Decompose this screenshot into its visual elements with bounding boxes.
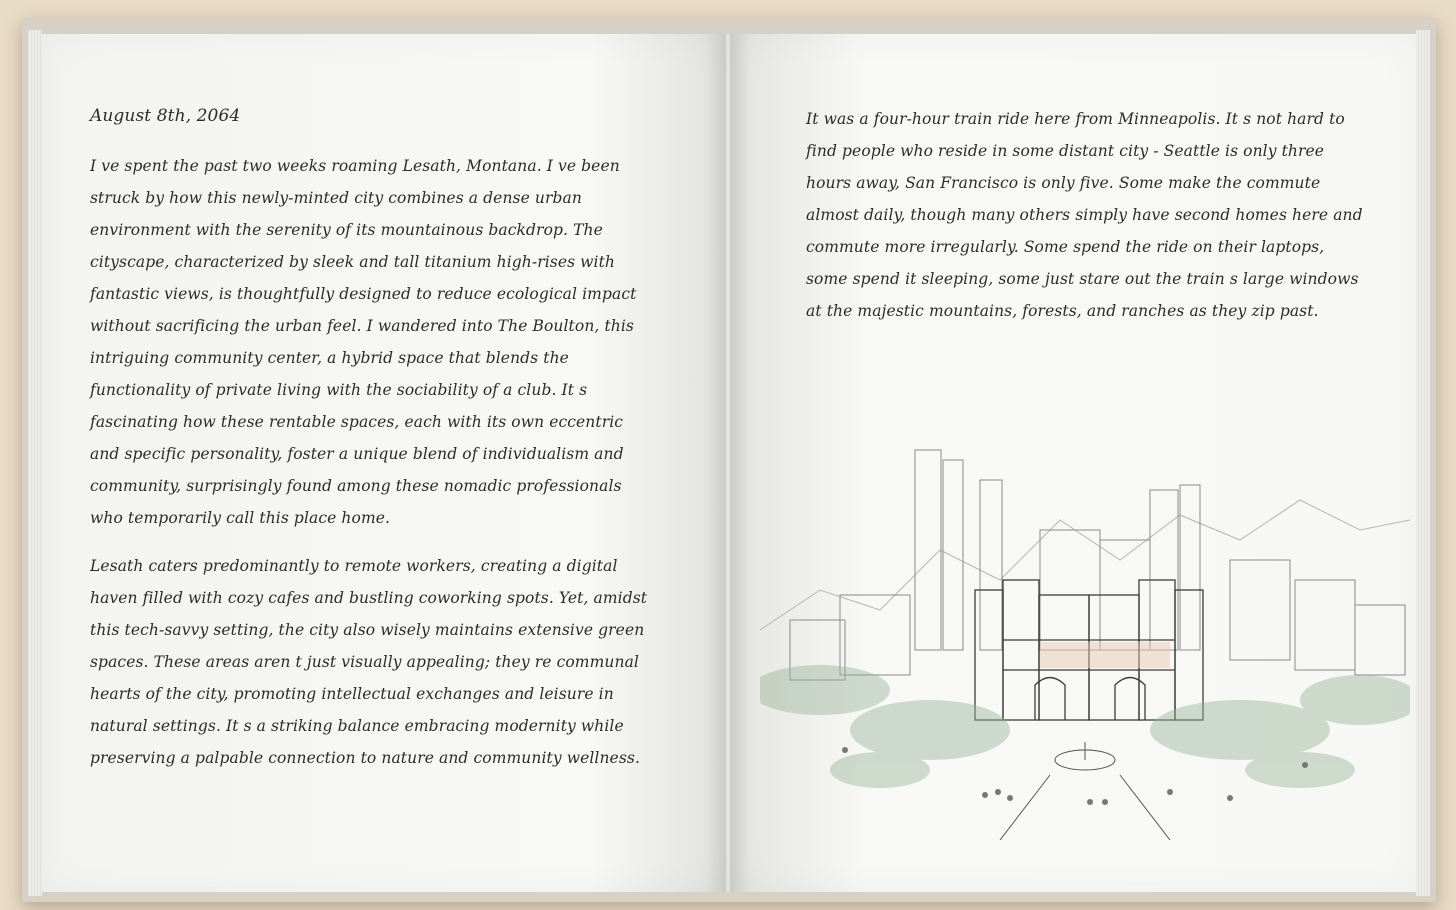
right-paragraph-1: It was a four-hour train ride here from Minneapolis. It s not hard to find people who reside in some distant city - Seattle is only three hours away, San Francisco is only five. Some make the commute almost daily, though many others simply have second homes here and commute more irregularly. Some spend the ride on their laptops, some spend it sleeping, some just stare out the train s large windows at the majestic mountains, forests, and ranches as they zip past. — [806, 110, 1363, 320]
left-paragraph-1: I ve spent the past two weeks roaming Lesath, Montana. I ve been struck by how this newly-minted city combines a dense urban environment with the serenity of its mountainous backdrop. The cityscape, characterized by sleek and tall titanium high-rises with fantastic views, is thoughtfully designed to reduce ecological impact without sacrificing the urban feel. I wandered into The Boulton, this intriguing community center, a hybrid space that blends the functionality of private living with the sociability of a club. It s fascinating how these rentable spaces, each with its own eccentric and specific personality, foster a unique blend of individualism and community, surprisingly found among these nomadic professionals who temporarily call this place home. — [90, 157, 637, 527]
page-edges-left — [28, 30, 42, 896]
left-paragraph-2: Lesath caters predominantly to remote workers, creating a digital haven filled with cozy cafes and bustling coworking spots. Yet, amidst this tech-savvy setting, the city also wisely maintains extensive green spaces. These areas aren t just visually appealing; they re communal hearts of the city, promoting intellectual exchanges and leisure in natural settings. It s a striking balance embracing modernity while preserving a palpable connection to nature and community wellness. — [90, 557, 648, 767]
page-edges-right — [1416, 30, 1430, 896]
city-sketch-illustration — [760, 430, 1410, 840]
book-spine — [724, 34, 732, 892]
journal-date: August 8th, 2064 — [90, 106, 241, 126]
